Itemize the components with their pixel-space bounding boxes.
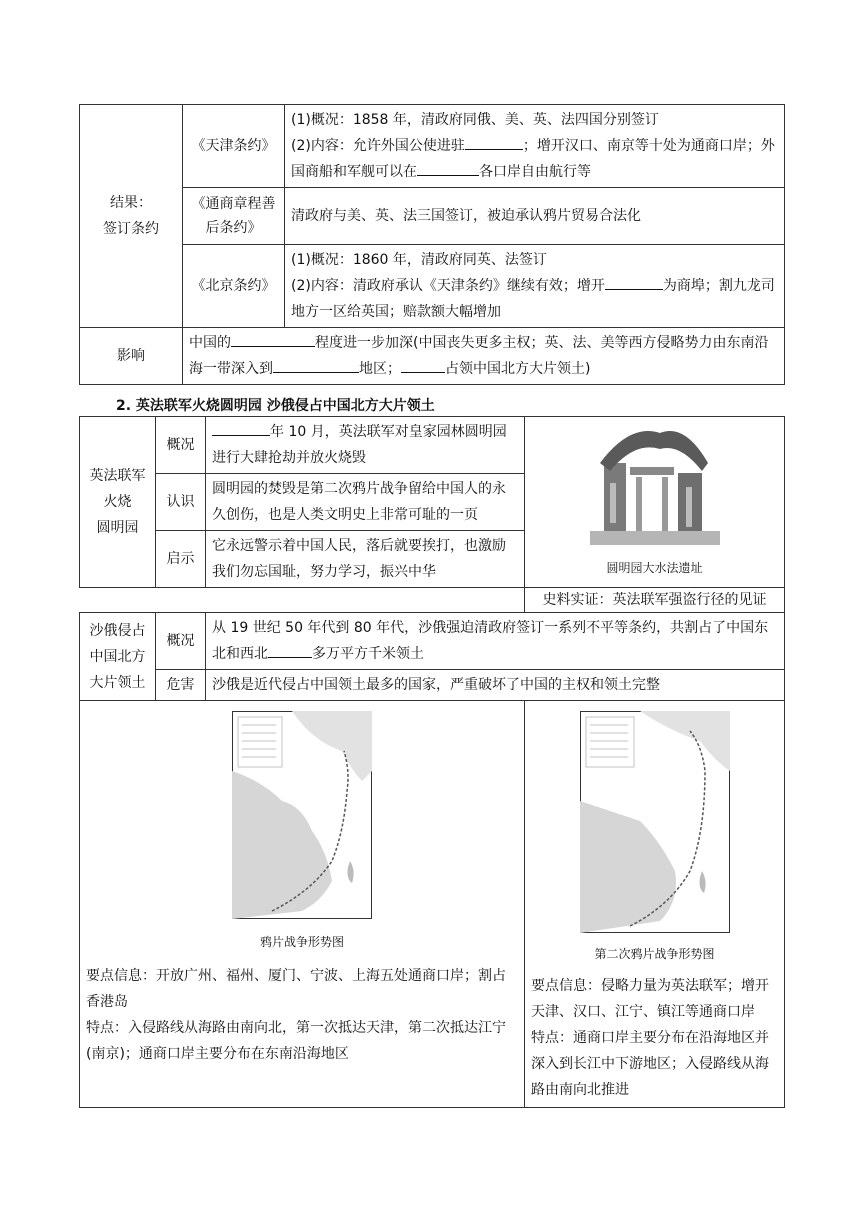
russia-label: 沙俄侵占 中国北方 大片领土 [80, 613, 156, 701]
fire-lesson-label: 启示 [156, 531, 206, 588]
fire-label: 英法联军 火烧 圆明园 [80, 417, 156, 588]
table-row [80, 670, 785, 701]
fire-insight: 圆明园的焚毁是第二次鸦片战争留给中国人的永久创伤，也是人类文明史上非常可耻的一页 [206, 474, 525, 531]
treaty-tianjin-content [285, 105, 785, 188]
beijing-overview: (1)概况：1860 年，清政府同英、法签订 [291, 252, 547, 268]
map2-caption: 第二次鸦片战争形势图 [594, 947, 715, 961]
map2-key-info: 要点信息：侵略力量为英法联军；增开天津、汉口、江宁、镇江等通商口岸 [531, 978, 769, 1020]
table-row [80, 328, 785, 385]
table-row [80, 188, 785, 245]
impact-b: 程度进一步加深(中国丧失更多主权；英、法、美等西方侵略势力由东南沿海一带深入到 [189, 335, 769, 377]
blank-field [465, 133, 523, 150]
beijing-content-b: 为商埠；割九龙司地方一区给英国；赔款额大幅增加 [291, 278, 775, 320]
tianjin-content-a: (2)内容：允许外国公使进驻 [291, 138, 465, 154]
tianjin-content-c: 各口岸自由航行等 [479, 164, 591, 180]
fire-insight-label: 认识 [156, 474, 206, 531]
table-row [80, 701, 785, 1108]
result-label: 结果： 签订条约 [80, 105, 183, 328]
russia-harm-label: 危害 [156, 670, 206, 701]
russia-overview-text: 从 19 世纪 50 年代到 80 年代，沙俄强迫清政府签订一系列不平等条约，共割占了中国东北和西北 [212, 620, 769, 662]
fire-lesson: 它永远警示着中国人民，落后就要挨打，也激励我们勿忘国耻，努力学习，振兴中华 [206, 531, 525, 588]
russia-overview-text-b: 多万平方千米领土 [312, 646, 424, 662]
table-row [80, 613, 785, 670]
treaty-tongshang-content: 清政府与美、英、法三国签订，被迫承认鸦片贸易合法化 [285, 188, 785, 245]
fire-overview-text: 年 10 月，英法联军对皇家园林圆明园进行大肆抢劫并放火烧毁 [212, 424, 507, 466]
photo-cell [525, 417, 785, 588]
map1-caption: 鸦片战争形势图 [259, 935, 344, 949]
impact-d: 占领中国北方大片领土) [445, 361, 591, 377]
blank-field [268, 641, 312, 658]
blank-field [231, 330, 315, 347]
fire-overview [206, 417, 525, 474]
impact-label: 影响 [80, 328, 183, 385]
table-row [80, 245, 785, 328]
map1-cell [80, 701, 525, 1108]
table-row [80, 588, 785, 613]
map2-features: 特点：通商口岸主要分布在沿海地区并深入到长江中下游地区；入侵路线从海路由南向北推进 [531, 1030, 769, 1098]
russia-overview [206, 613, 785, 670]
treaty-table [79, 104, 785, 385]
treaty-tianjin-name: 《天津条约》 [183, 105, 285, 188]
table-row [80, 105, 785, 188]
section-title: 2. 英法联军火烧圆明园 沙俄侵占中国北方大片领土 [116, 398, 435, 414]
blank-field [273, 356, 359, 373]
impact-content [183, 328, 785, 385]
impact-c: 地区； [359, 361, 401, 377]
impact-a: 中国的 [189, 335, 231, 351]
second-opium-war-map [580, 711, 730, 933]
yuanmingyuan-table [79, 416, 785, 1108]
blank-field [212, 419, 270, 436]
russia-harm: 沙俄是近代侵占中国领土最多的国家，严重破坏了中国的主权和领土完整 [206, 670, 785, 701]
ruins-photo [590, 423, 720, 545]
treaty-beijing-name: 《北京条约》 [183, 245, 285, 328]
photo-note: 史料实证：英法联军强盗行径的见证 [525, 588, 785, 613]
russia-overview-label: 概况 [156, 613, 206, 670]
opium-war-map [232, 711, 372, 919]
tianjin-content-b: ；增开汉口、南京等十处为通商口岸；外国商船和军舰可以在 [291, 138, 775, 180]
fire-overview-label: 概况 [156, 417, 206, 474]
map1-features: 特点：入侵路线从海路由南向北，第一次抵达天津，第二次抵达江宁(南京)；通商口岸主要分布在东南沿海地区 [86, 1020, 506, 1062]
treaty-tongshang-name: 《通商章程善后条约》 [183, 188, 285, 245]
photo-caption: 圆明园大水法遗址 [606, 561, 703, 575]
blank-field [417, 159, 479, 176]
beijing-content-a: (2)内容：清政府承认《天津条约》继续有效；增开 [291, 278, 605, 294]
table-row [80, 417, 785, 474]
treaty-beijing-content [285, 245, 785, 328]
blank-field [401, 356, 445, 373]
map2-cell [525, 701, 785, 1108]
blank-field [605, 273, 663, 290]
tianjin-overview: (1)概况：1858 年，清政府同俄、美、英、法四国分别签订 [291, 112, 659, 128]
map1-key-info: 要点信息：开放广州、福州、厦门、宁波、上海五处通商口岸；割占香港岛 [86, 968, 506, 1010]
